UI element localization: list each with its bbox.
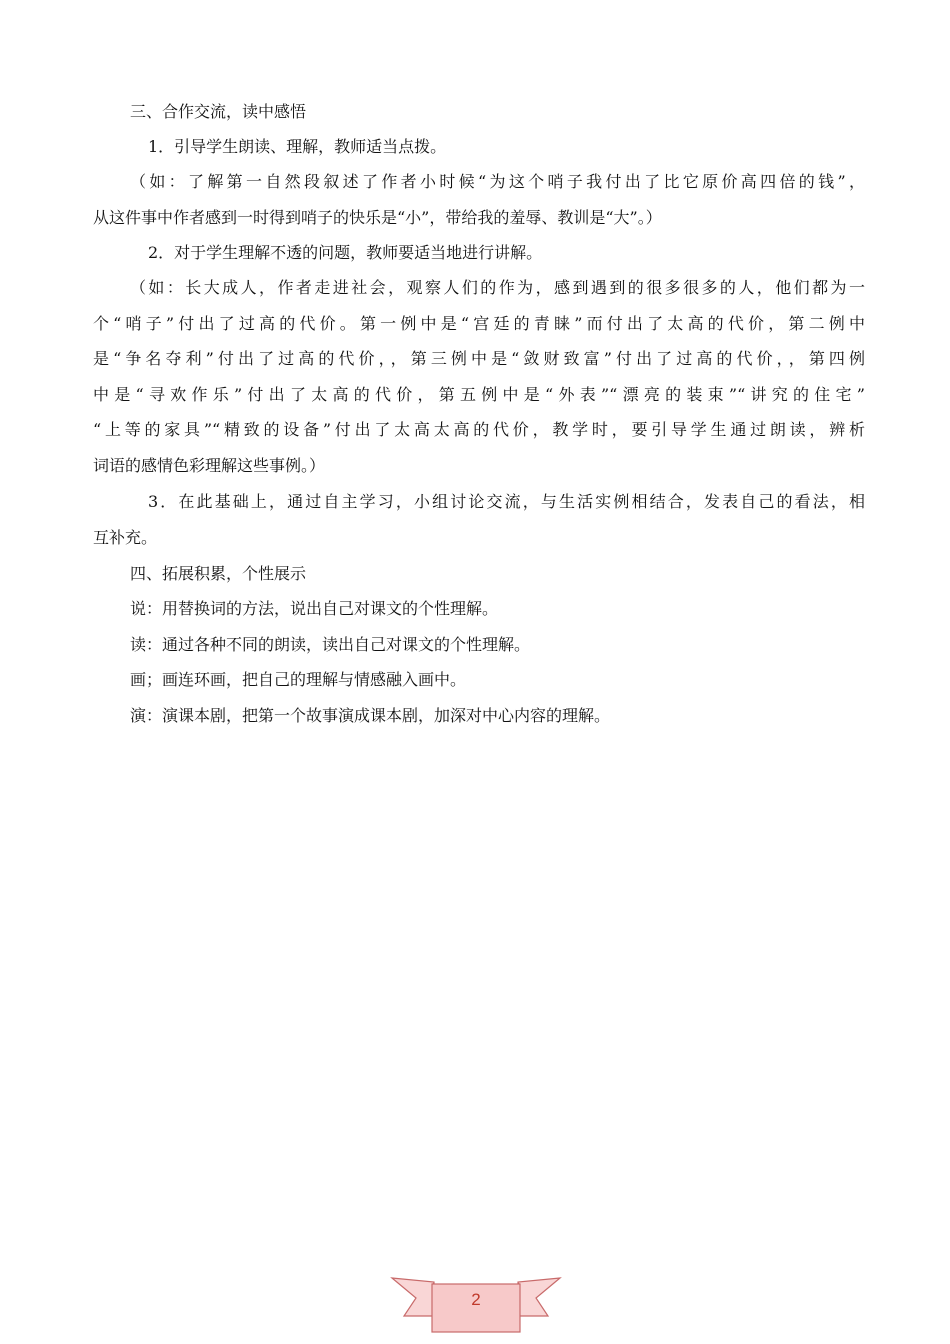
example-2-line-4: 中是“寻欢作乐”付出了太高的代价，第五例中是“外表”“漂亮的装束”“讲究的住宅” xyxy=(93,385,865,404)
page-number: 2 xyxy=(471,1290,481,1309)
activity-draw: 画；画连环画，把自己的理解与情感融入画中。 xyxy=(130,670,467,689)
example-1-line-1: （如：了解第一自然段叙述了作者小时候“为这个哨子我付出了比它原价高四倍的钱”， xyxy=(130,172,865,191)
step-2: 2．对于学生理解不透的问题，教师要适当地进行讲解。 xyxy=(148,243,543,262)
step-3-line-2: 互补充。 xyxy=(93,528,158,547)
example-2-line-3: 是“争名夺利”付出了过高的代价，，第三例中是“敛财致富”付出了过高的代价，，第四例 xyxy=(93,349,865,368)
step-3-line-1: 3．在此基础上，通过自主学习，小组讨论交流，与生活实例相结合，发表自己的看法，相 xyxy=(148,492,865,511)
example-2-line-1: （如：长大成人，作者走进社会，观察人们的作为，感到遇到的很多很多的人，他们都为一 xyxy=(130,278,865,297)
activity-speak: 说：用替换词的方法，说出自己对课文的个性理解。 xyxy=(130,599,499,618)
example-2-line-2: 个“哨子”付出了过高的代价。第一例中是“宫廷的青睐”而付出了太高的代价，第二例中 xyxy=(93,314,865,333)
section-heading-cooperation: 三、合作交流，读中感悟 xyxy=(130,102,307,121)
activity-act: 演：演课本剧，把第一个故事演成课本剧，加深对中心内容的理解。 xyxy=(130,706,611,725)
example-2-line-5: “上等的家具”“精致的设备”付出了太高太高的代价，教学时，要引导学生通过朗读，辨析 xyxy=(93,420,865,439)
activity-read: 读：通过各种不同的朗读，读出自己对课文的个性理解。 xyxy=(130,635,531,654)
page-number-badge xyxy=(388,1268,564,1336)
step-1: 1．引导学生朗读、理解，教师适当点拨。 xyxy=(148,137,447,156)
example-2-line-6: 词语的感情色彩理解这些事例。） xyxy=(93,456,326,475)
example-1-line-2: 从这件事中作者感到一时得到哨子的快乐是“小”，带给我的羞辱、教训是“大”。） xyxy=(93,208,662,227)
section-heading-extension: 四、拓展积累，个性展示 xyxy=(130,564,307,583)
